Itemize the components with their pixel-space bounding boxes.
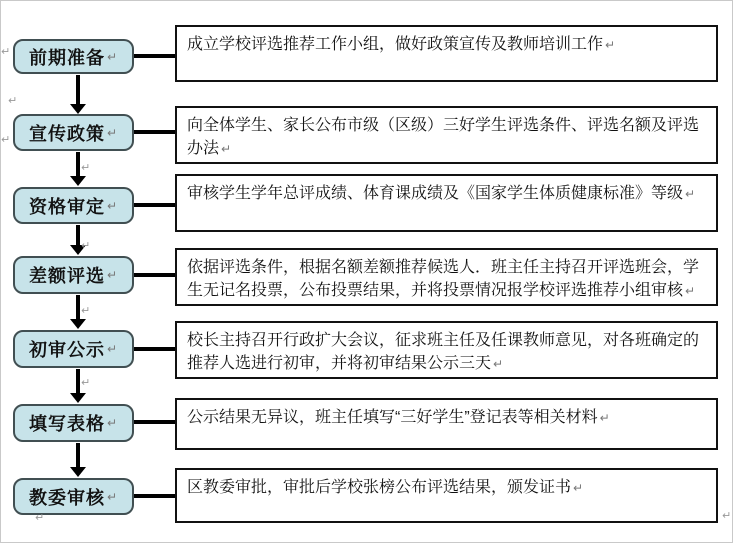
step-node-5 — [13, 330, 134, 368]
arrow-head-icon — [70, 467, 86, 477]
paragraph-mark-icon: ↵ — [81, 305, 91, 317]
return-mark-icon: ↵ — [106, 268, 119, 282]
step-description: 依据评选条件，根据名额差额推荐候选人．班主任主持召开评选班会，学生无记名投票，公布投票结果，并将投票情况报学校评选推荐小组审核 ↵ — [187, 259, 700, 299]
step-label: 初审公示 — [28, 340, 105, 360]
paragraph-mark-icon: ↵ — [81, 162, 91, 174]
arrow-stem — [76, 225, 80, 246]
step-description-box-3 — [175, 174, 718, 232]
return-mark-icon: ↵ — [106, 342, 119, 356]
arrow-head-icon — [70, 393, 86, 403]
step-description-box-7 — [175, 468, 718, 523]
step-description: 向全体学生、家长公布市级（区级）三好学生评选条件、评选名额及评选办法 ↵ — [187, 117, 700, 157]
step-node-3 — [13, 187, 134, 224]
arrow-stem — [76, 152, 80, 177]
return-mark-icon: ↵ — [493, 357, 504, 371]
return-mark-icon: ↵ — [599, 411, 610, 425]
step-node-6 — [13, 404, 134, 442]
flow-arrow-down-6 — [70, 443, 86, 477]
step-label: 前期准备 — [28, 47, 105, 68]
arrow-head-icon — [70, 104, 86, 114]
step-node-1 — [13, 39, 134, 74]
return-mark-icon: ↵ — [685, 187, 696, 201]
return-mark-icon: ↵ — [221, 142, 232, 156]
return-mark-icon: ↵ — [106, 125, 119, 140]
step-description-box-5 — [175, 321, 718, 379]
step-description-box-2 — [175, 106, 718, 164]
step-node-4 — [13, 256, 134, 294]
step-description-box-6 — [175, 398, 718, 450]
step-label: 填写表格 — [28, 414, 105, 434]
paragraph-mark-icon: ↵ — [722, 510, 732, 522]
paragraph-mark-icon: ↵ — [35, 512, 45, 524]
step-label: 宣传政策 — [28, 123, 105, 144]
paragraph-mark-icon: ↵ — [8, 95, 18, 107]
return-mark-icon: ↵ — [573, 481, 584, 495]
step-label: 教委审核 — [28, 487, 105, 508]
step-description: 校长主持召开行政扩大会议，征求班主任及任课教师意见，对各班确定的推荐人选进行初审，并将初审结果公示三天 ↵ — [187, 332, 700, 372]
step-description-box-4 — [175, 248, 718, 306]
step-node-2 — [13, 114, 134, 151]
step-label: 资格审定 — [28, 196, 105, 217]
step-connector-3 — [134, 203, 175, 207]
arrow-stem — [76, 75, 80, 105]
step-description: 区教委审批，审批后学校张榜公布评选结果，颁发证书 ↵ — [187, 479, 584, 496]
paragraph-mark-icon: ↵ — [1, 134, 11, 146]
step-description: 公示结果无异议，班主任填写“三好学生”登记表等相关材料 ↵ — [187, 409, 610, 426]
step-connector-6 — [134, 420, 175, 424]
arrow-head-icon — [70, 319, 86, 329]
paragraph-mark-icon: ↵ — [81, 240, 91, 252]
arrow-stem — [76, 443, 80, 468]
return-mark-icon: ↵ — [605, 38, 616, 52]
return-mark-icon: ↵ — [106, 49, 119, 64]
return-mark-icon: ↵ — [685, 284, 696, 298]
flow-arrow-down-1 — [70, 75, 86, 114]
arrow-stem — [76, 295, 80, 320]
step-connector-7 — [134, 494, 175, 498]
step-connector-4 — [134, 273, 175, 277]
return-mark-icon: ↵ — [106, 198, 119, 213]
paragraph-mark-icon: ↵ — [1, 46, 11, 58]
arrow-head-icon — [70, 176, 86, 186]
return-mark-icon: ↵ — [106, 489, 119, 504]
step-connector-2 — [134, 130, 175, 134]
step-description: 成立学校评选推荐工作小组，做好政策宣传及教师培训工作 ↵ — [187, 36, 616, 53]
step-connector-1 — [134, 54, 175, 58]
step-label: 差额评选 — [28, 266, 105, 286]
arrow-stem — [76, 369, 80, 394]
step-description: 审核学生学年总评成绩、体育课成绩及《国家学生体质健康标准》等级 ↵ — [187, 185, 696, 202]
step-description-box-1 — [175, 25, 718, 82]
step-node-7 — [13, 478, 134, 515]
return-mark-icon: ↵ — [106, 416, 119, 430]
step-connector-5 — [134, 347, 175, 351]
paragraph-mark-icon: ↵ — [81, 377, 91, 389]
